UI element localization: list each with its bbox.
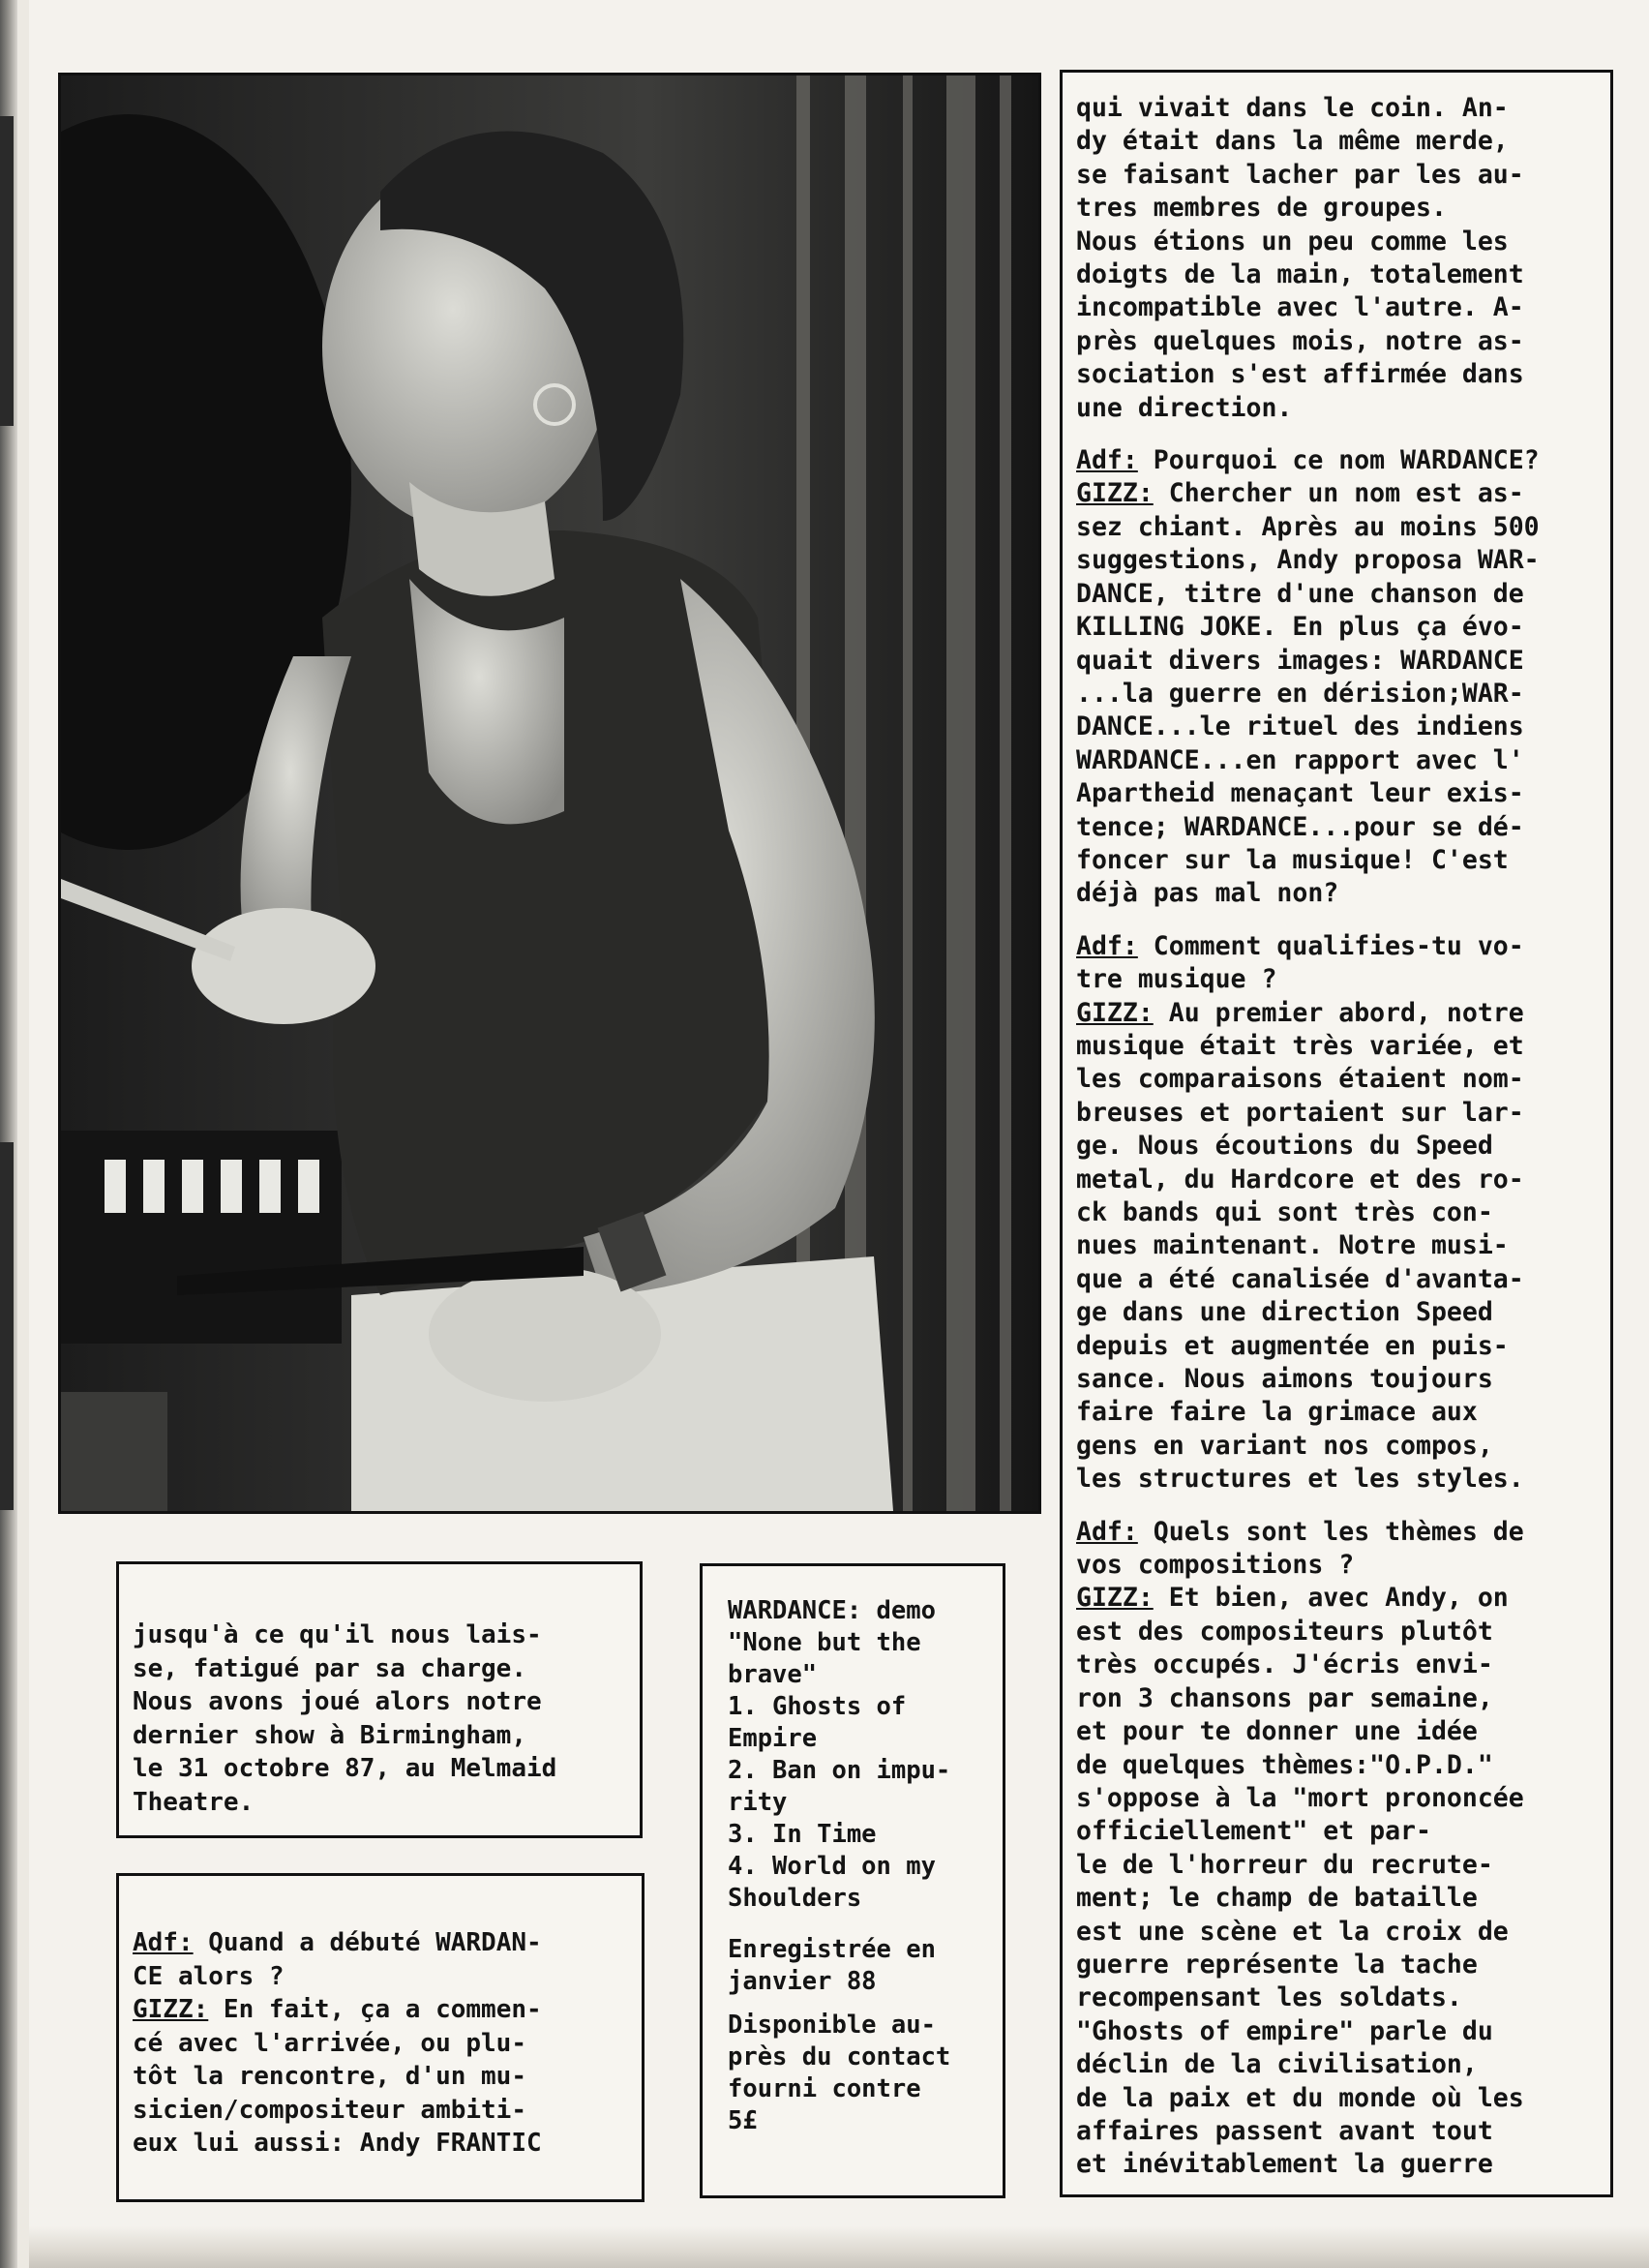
answer-music bbox=[1076, 997, 1597, 1497]
continuation-text: jusqu'à ce qu'il nous lais- se, fatigué par sa charge. Nous avons joué alors notre dernier show à Birmingham, le 31 octobre 87, au Melmaid Theatre. bbox=[133, 1620, 557, 1817]
demo-title: WARDANCE: demo "None but the brave" bbox=[728, 1596, 936, 1689]
answer-name bbox=[1076, 477, 1597, 910]
question-music bbox=[1076, 930, 1597, 997]
speaker-adf: Adf: bbox=[1076, 445, 1138, 476]
answer-text: Chercher un nom est as- sez chiant. Après au moins 500 suggestions, Andy proposa WAR- DANCE, titre d'une chanson de KILLING JOKE. En plus ça évo- quait divers images: WARDANCE ...la guerre en dérision;WAR- DANCE...le rituel des indiens WARDANCE...en rapport avec l' Apartheid menaçant leur exis- tence; WARDANCE...pour se dé- foncer sur la musique! C'est déjà pas mal non? bbox=[1076, 478, 1540, 909]
question-text: Quand a débuté WARDAN- CE alors ? bbox=[133, 1928, 542, 1991]
answer-themes bbox=[1076, 1582, 1597, 2181]
text-box-origins bbox=[116, 1873, 645, 2202]
question-text: Pourquoi ce nom WARDANCE? bbox=[1137, 445, 1540, 476]
answer-text: Et bien, avec Andy, on est des compositeurs plutôt très occupés. J'écris envi- ron 3 chansons par semaine, et pour te donner une idée de quelques thèmes:"O.P.D." s'oppose à la "mort prononcée officiellement" et par- le de l'horreur du recrute- ment; le champ de bataille est une scène et la croix de guerre représente la tache recompensant les soldats. "Ghosts of empire" parle du déclin de la civilisation, de la paix et du monde où les affaires passent avant tout et inévitablement la guerre bbox=[1076, 1583, 1524, 2180]
page-binding-edge bbox=[0, 0, 17, 2268]
question-text: Comment qualifies-tu vo- tre musique ? bbox=[1076, 930, 1524, 995]
speaker-adf: Adf: bbox=[1076, 1516, 1138, 1547]
page-bottom-edge bbox=[29, 2226, 1649, 2268]
question-text: Quels sont les thèmes de vos compositions ? bbox=[1076, 1516, 1524, 1581]
text-box-continuation bbox=[116, 1561, 643, 1838]
paragraph-intro: qui vivait dans le coin. An- dy était dans la même merde, se faisant lacher par les au- tres membres de groupes. Nous étions un peu comme les doigts de la main, totalement incompatible avec l'autre. A- près quelques mois, notre as- sociation s'est affirmée dans une direction. bbox=[1076, 93, 1524, 423]
speaker-gizz: GIZZ: bbox=[1076, 478, 1154, 509]
answer-text: Au premier abord, notre musique était très variée, et les comparaisons étaient nom- breuses et portaient sur lar- ge. Nous écoutions du Speed metal, du Hardcore et des ro- ck bands qui sont très con- nues maintenant. Notre musi- que a été canalisée d'avanta- ge dans une direction Speed depuis et augmentée en puis- sance. Nous aimons toujours faire faire la grimace aux gens en variant nos compos, les structures et les styles. bbox=[1076, 997, 1524, 1495]
answer-text: En fait, ça a commen- cé avec l'arrivée, ou plu- tôt la rencontre, d'un mu- sicien/compositeur ambiti- eux lui aussi: Andy FRANTIC bbox=[133, 1995, 542, 2158]
photo-drummer bbox=[58, 73, 1041, 1514]
interview-column-right bbox=[1060, 70, 1613, 2197]
speaker-gizz: GIZZ: bbox=[1076, 1583, 1154, 1614]
question-themes bbox=[1076, 1516, 1597, 1583]
demo-info-box bbox=[700, 1563, 1005, 2198]
answer-start bbox=[133, 1993, 630, 2161]
demo-availability: Disponible au- près du contact fourni contre 5£ bbox=[728, 2011, 951, 2135]
question-name bbox=[1076, 444, 1597, 477]
drummer-photo-image bbox=[61, 76, 1038, 1511]
speaker-gizz: GIZZ: bbox=[133, 1995, 209, 2024]
speaker-adf: Adf: bbox=[133, 1928, 194, 1957]
demo-recorded: Enregistrée en janvier 88 bbox=[728, 1935, 936, 1996]
speaker-gizz: GIZZ: bbox=[1076, 997, 1154, 1028]
binding-mark bbox=[0, 116, 14, 426]
question-start bbox=[133, 1926, 630, 1993]
speaker-adf: Adf: bbox=[1076, 930, 1138, 961]
binding-mark bbox=[0, 1142, 14, 1510]
demo-tracklist: 1. Ghosts of Empire 2. Ban on impu- rity 3. In Time 4. World on my Shoulders bbox=[728, 1692, 951, 1913]
